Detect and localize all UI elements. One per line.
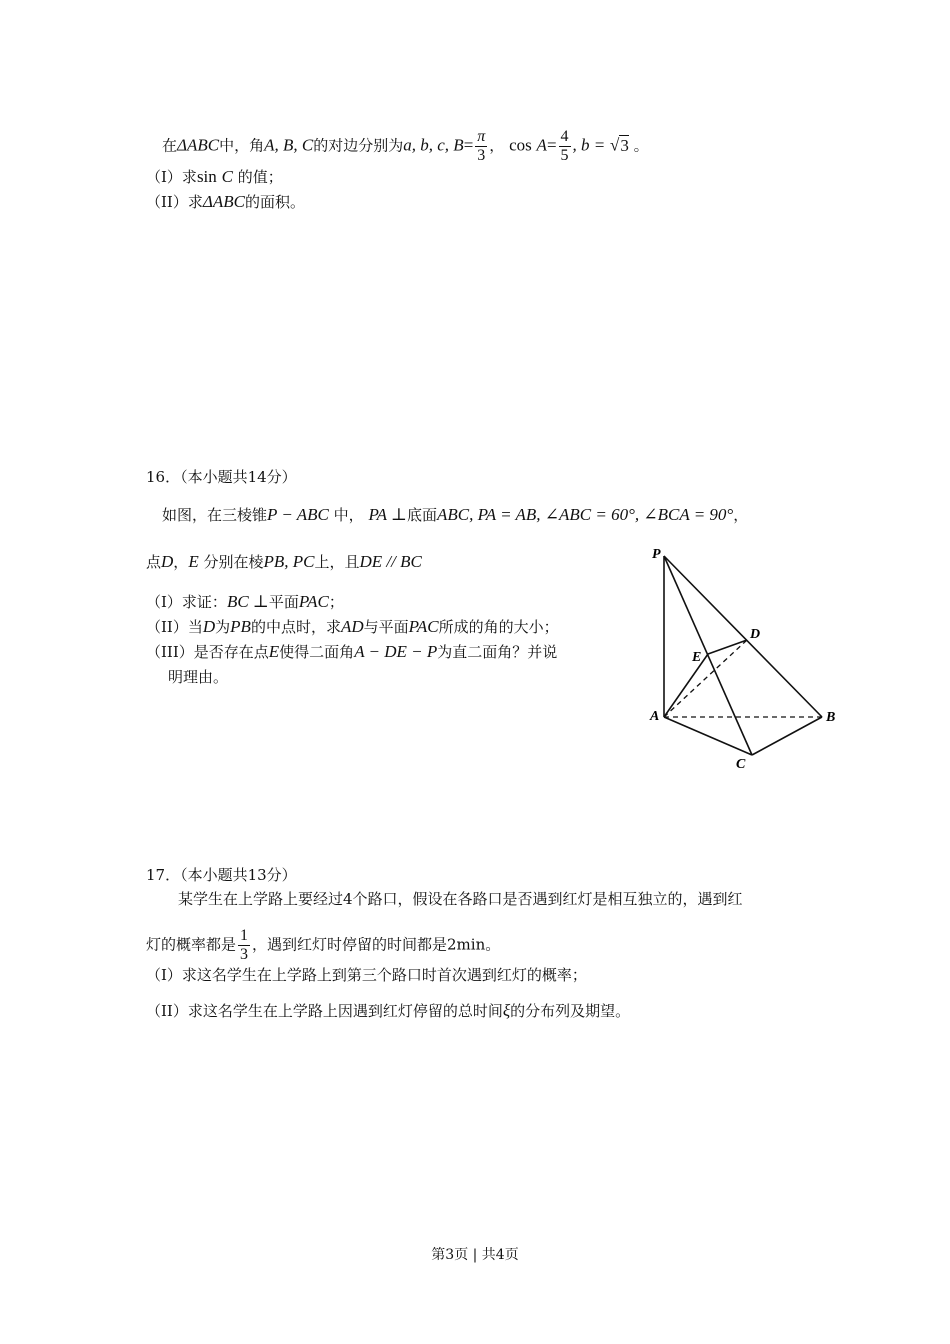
p16-line-2: 点D，E 分别在棱PB, PC上，且DE // BC: [146, 552, 422, 571]
p17-line-1: 某学生在上学路上要经过4个路口，假设在各路口是否遇到红灯是相互独立的，遇到红: [178, 890, 743, 908]
p16-question-2: （II）当D为PB的中点时，求AD与平面PAC所成的角的大小；: [146, 617, 559, 636]
edge-PB: [664, 556, 822, 717]
p16-question-3: （III）是否存在点E使得二面角A − DE − P为直二面角？并说: [146, 642, 558, 661]
edge-CB: [752, 717, 822, 755]
page-footer: 第3页 | 共4页: [431, 1247, 519, 1263]
fraction-4-over-5: $\frac{4}{5}$: [560, 128, 569, 164]
p17-question-2: （II）求这名学生在上学路上因遇到红灯停留的总时间ξ的分布列及期望。: [146, 1001, 631, 1020]
p17-header: 17．（本小题共13分）: [146, 866, 297, 884]
edge-AC: [664, 717, 752, 755]
p15-question-1: （I）求sin C 的值；: [146, 167, 283, 186]
edge-AE: [664, 654, 708, 717]
p16-question-1: （I）求证：BC ⊥平面PAC；: [146, 592, 344, 611]
label-B: B: [826, 710, 836, 725]
edge-DE: [708, 640, 747, 654]
label-D: D: [750, 627, 761, 642]
tetrahedron-figure: [640, 540, 850, 780]
p16-header: 16．（本小题共14分）: [146, 468, 297, 486]
edge-PC: [664, 556, 752, 755]
sqrt-3: √3: [610, 135, 629, 155]
p15-question-2: （II）求ΔABC的面积。: [146, 192, 305, 211]
fraction-1-over-3: $\frac{1}{3}$: [240, 927, 249, 963]
label-A: A: [650, 709, 660, 724]
p17-question-1: （I）求这名学生在上学路上到第三个路口时首次遇到红灯的概率；: [146, 966, 587, 984]
p16-question-3-cont: 明理由。: [168, 668, 229, 686]
label-C: C: [736, 757, 746, 772]
p15-statement: 在ΔABC中，角A, B, C的对边分别为a, b, c, B= $\frac{\pi}{3}$ ， cos A= $\frac{4}{5}$ , b = √3 。: [162, 128, 649, 164]
label-E: E: [692, 650, 702, 665]
p17-line-2: 灯的概率都是 $\frac{1}{3}$ ，遇到红灯时停留的时间都是2min。: [146, 927, 501, 963]
fraction-pi-over-3: $\frac{\pi}{3}$: [477, 128, 486, 164]
label-P: P: [652, 547, 661, 562]
p16-line-1: 如图，在三棱锥P − ABC 中， PA ⊥底面ABC, PA = AB, ∠ABC = 60°, ∠BCA = 90°，: [162, 505, 749, 524]
